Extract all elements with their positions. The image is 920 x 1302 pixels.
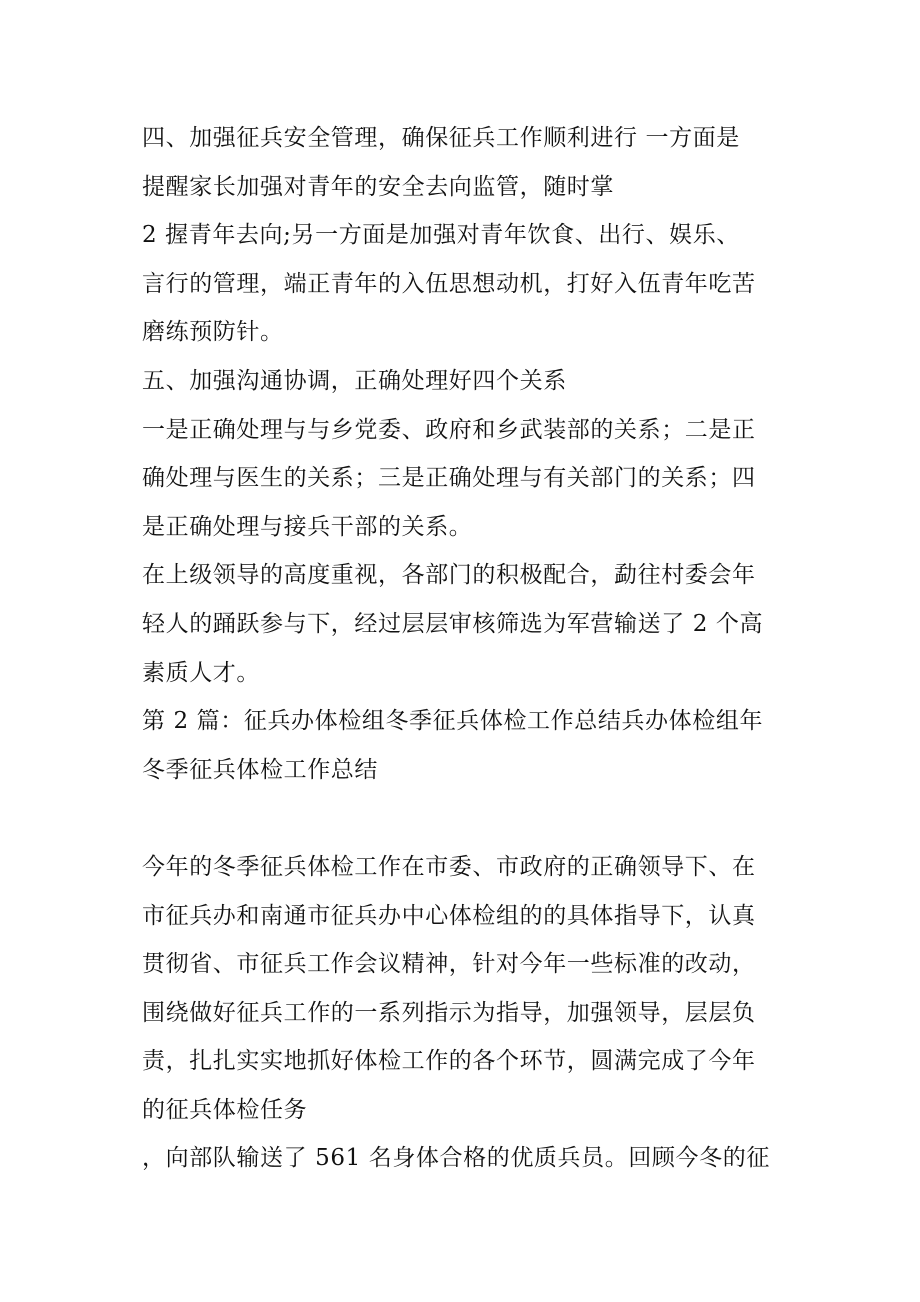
article-title-part-2: 第 2 篇：征兵办体检组冬季征兵体检工作总结兵办体检组年 冬季征兵体检工作总结 <box>142 708 764 783</box>
blank-line <box>142 794 792 843</box>
section-heading-communication: 五、加强沟通协调，正确处理好四个关系 <box>142 367 567 394</box>
paragraph-winter-exam-summary: 今年的冬季征兵体检工作在市委、市政府的正确领导下、在 市征兵办和南通市征兵办中心体检组的的具体指导下，认真 贯彻省、市征兵工作会议精神，针对今年一些标准的改动， 围绕做好征兵工作的一系列指示为指导，加强领导，层层负 责，扎扎实实地抓好体检工作的各个环节，圆满完成了今年 的征兵体检任务 <box>142 853 756 1123</box>
paragraph-soldiers-delivered: ，向部队输送了 561 名身体合格的优质兵员。回顾今冬的征 <box>142 1145 770 1172</box>
document-body <box>142 114 792 1183</box>
paragraph-security-management: 四、加强征兵安全管理，确保征兵工作顺利进行 一方面是 提醒家长加强对青年的安全去向监管，随时掌 <box>142 125 740 200</box>
paragraph-four-relations: 一是正确处理与与乡党委、政府和乡武装部的关系；二是正 确处理与医生的关系；三是正确处理与有关部门的关系；四 是正确处理与接兵干部的关系。 <box>142 416 756 540</box>
paragraph-results: 在上级领导的高度重视，各部门的积极配合，勐往村委会年 轻人的踊跃参与下，经过层层审核筛选为军营输送了 2 个高 素质人才。 <box>142 562 764 686</box>
paragraph-youth-whereabouts: 2 握青年去向;另一方面是加强对青年饮食、出行、娱乐、 言行的管理，端正青年的入伍思想动机，打好入伍青年吃苦 磨练预防针。 <box>142 222 756 346</box>
